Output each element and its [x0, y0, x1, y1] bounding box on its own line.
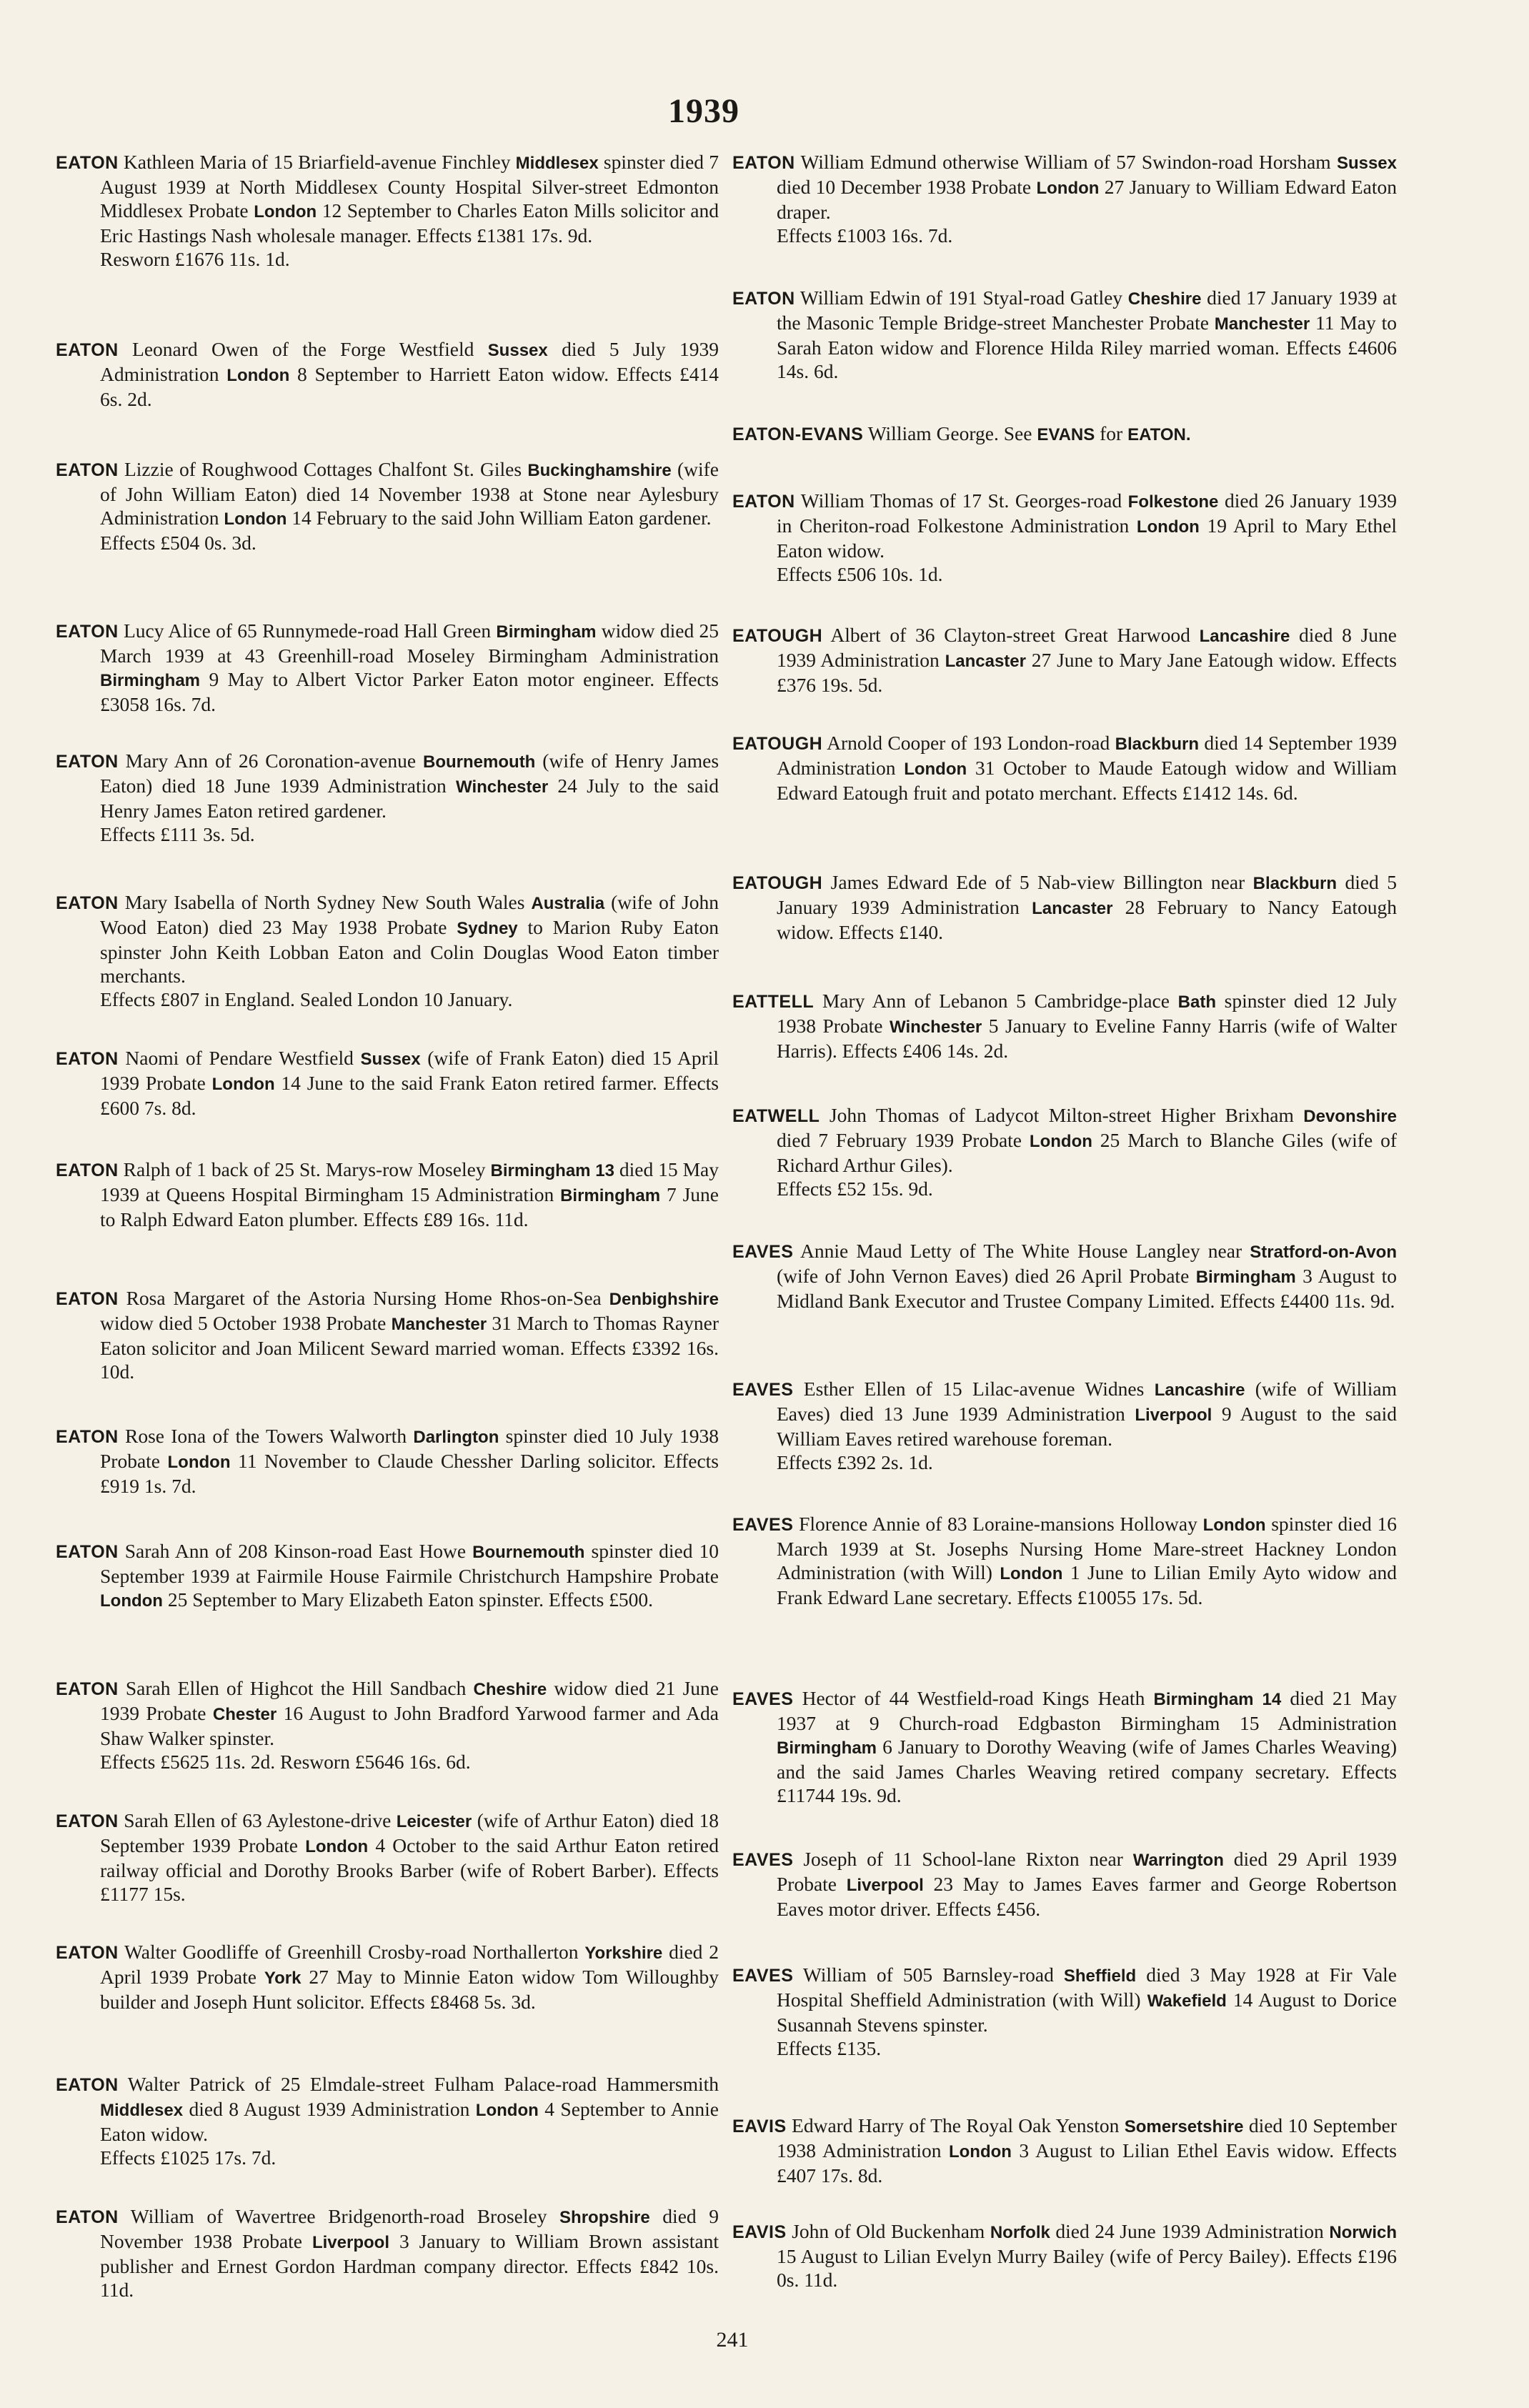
entry-surname: EAVES — [732, 1515, 794, 1535]
entry-text: 23 May to James Eaves farmer and George Robertson Eaves motor driver. Effects £456. — [777, 1873, 1397, 1920]
calendar-entry — [732, 870, 1397, 944]
entry-text: 11 May to Sarah Eaton widow and Florence Hilda Riley married woman. Effects £4606 14s. 6d. — [777, 312, 1398, 382]
entry-text: Edward Harry of The Royal Oak Yenston — [792, 2114, 1125, 2136]
entry-text: Rose Iona of the Towers Walworth — [124, 1425, 414, 1447]
entry-text: 19 April to Mary Ethel Eaton widow. — [777, 514, 1397, 562]
entry-text: William Edmund otherwise William of 57 Swindon-road Horsham — [800, 151, 1337, 173]
calendar-entry — [732, 989, 1397, 1063]
calendar-entry — [56, 457, 719, 554]
entry-effects: Effects £52 15s. 9d. — [777, 1178, 933, 1200]
entry-text: spinster died 10 September 1939 at Fairmile House Fairmile Christchurch Hampshire Probate — [100, 1540, 719, 1587]
entry-surname: EAVES — [732, 1380, 794, 1400]
entry-text: (wife of William Eaves) died 13 June 1939 Administration — [777, 1378, 1398, 1425]
entry-place: Denbighshire — [609, 1290, 719, 1309]
entry-text: William Edwin of 191 Styal-road Gatley — [800, 287, 1128, 309]
calendar-entry — [732, 1103, 1397, 1200]
entry-effects: Effects £1025 17s. 7d. — [100, 2146, 277, 2169]
entry-text: spinster died 16 March 1939 at St. Josephs Nursing Home Mare-street Hackney London Administration (with Will) — [777, 1513, 1397, 1583]
calendar-entry — [56, 890, 719, 1011]
entry-surname: EAVES — [732, 1966, 794, 1986]
entry-text: for — [1095, 422, 1128, 444]
entry-effects: Effects £506 10s. 1d. — [777, 563, 943, 585]
entry-text: 7 June to Ralph Edward Eaton plumber. Effects £89 16s. 11d. — [100, 1183, 719, 1230]
entry-text: 25 September to Mary Elizabeth Eaton spinster. Effects £500. — [162, 1588, 654, 1611]
entry-effects: Effects £111 3s. 5d. — [100, 823, 255, 845]
entry-text: died 24 June 1939 Administration — [1050, 2220, 1330, 2242]
entry-place: Liverpool — [312, 2233, 389, 2252]
entry-surname: EATOUGH — [732, 734, 823, 754]
entry-surname: EAVES — [732, 1242, 794, 1262]
entry-place: London — [1036, 179, 1100, 198]
entry-text: died 5 July 1939 Administration — [100, 338, 719, 385]
entry-place: Bath — [1177, 992, 1216, 1012]
entry-surname: EATON-EVANS — [732, 424, 864, 444]
entry-surname: EATON — [56, 1811, 119, 1831]
entry-place: Folkestone — [1127, 492, 1219, 512]
entry-text: 24 July to the said Henry James Eaton retired gardener. — [100, 775, 719, 822]
entry-surname: EATON — [732, 492, 795, 512]
entry-text: died 5 January 1939 Administration — [777, 871, 1397, 918]
entry-place: Manchester — [1214, 314, 1310, 334]
calendar-entry — [732, 1847, 1397, 1921]
entry-effects: Effects £135. — [777, 2037, 882, 2059]
entry-place: Bournemouth — [472, 1543, 585, 1562]
calendar-entry — [732, 2219, 1397, 2292]
entry-text: Arnold Cooper of 193 London-road — [827, 732, 1115, 754]
entry-surname: EATON — [56, 752, 119, 772]
entry-text: William George. See — [867, 422, 1037, 444]
entry-text: 5 January to Eveline Fanny Harris (wife of Walter Harris). Effects £406 14s. 2d. — [777, 1015, 1397, 1062]
calendar-entry — [732, 1512, 1397, 1609]
entry-text: Sarah Ellen of 63 Aylestone-drive — [124, 1809, 397, 1831]
entry-text: Joseph of 11 School-lane Rixton near — [803, 1848, 1133, 1870]
entry-text: 16 August to John Bradford Yarwood farmer and Ada Shaw Walker spinster. — [100, 1702, 719, 1749]
entry-text: Walter Goodliffe of Greenhill Crosby-road Northallerton — [124, 1941, 585, 1963]
entry-surname: EATON — [56, 1679, 119, 1699]
entry-place: Buckinghamshire — [527, 461, 672, 480]
entry-place: Shropshire — [559, 2208, 650, 2227]
calendar-entry — [732, 1239, 1397, 1313]
entry-text: widow died 25 March 1939 at 43 Greenhill-road Moseley Birmingham Administration — [100, 620, 719, 667]
entry-text: 3 August to Lilian Ethel Eavis widow. Effects £407 17s. 8d. — [777, 2139, 1398, 2186]
entry-place: London — [211, 1075, 275, 1094]
entry-surname: EAVES — [732, 1850, 794, 1870]
entry-place: London — [167, 1453, 231, 1472]
entry-text: (wife of Arthur Eaton) died 18 September 1939 Probate — [100, 1809, 719, 1856]
calendar-entry — [56, 1158, 719, 1231]
entry-effects: Resworn £1676 11s. 1d. — [100, 248, 290, 270]
calendar-entry — [732, 1963, 1397, 2060]
entry-text: died 17 January 1939 at the Masonic Temple Bridge-street Manchester Probate — [777, 287, 1397, 334]
entry-place: Stratford-on-Avon — [1250, 1243, 1397, 1262]
entry-place: Warrington — [1132, 1851, 1224, 1870]
entry-surname: EATON — [56, 2207, 119, 2227]
entry-surname: EATON — [56, 1160, 119, 1180]
entry-text: William Thomas of 17 St. Georges-road — [800, 489, 1128, 512]
entry-surname: EATON — [732, 289, 795, 309]
calendar-entry — [56, 1940, 719, 2014]
entry-surname: EATON — [56, 153, 119, 173]
entry-text: widow died 5 October 1938 Probate — [100, 1312, 392, 1334]
entry-text: Kathleen Maria of 15 Briarfield-avenue Finchley — [123, 151, 516, 173]
entry-effects: Effects £807 in England. Sealed London 10 January. — [100, 988, 513, 1010]
entry-surname: EATON — [56, 1542, 119, 1562]
calendar-entry — [56, 1046, 719, 1120]
entry-text: Naomi of Pendare Westfield — [125, 1047, 361, 1069]
entry-text: John of Old Buckenham — [792, 2220, 990, 2242]
entry-place: London — [226, 366, 290, 385]
entry-place: Birmingham 13 — [490, 1161, 614, 1180]
entry-text: Leonard Owen of the Forge Westfield — [132, 338, 488, 360]
entry-surname: EAVIS — [732, 2116, 787, 2136]
entry-place: Birmingham — [1195, 1268, 1296, 1287]
entry-text: 9 May to Albert Victor Parker Eaton motor engineer. Effects £3058 16s. 7d. — [100, 668, 719, 715]
page-number: 241 — [716, 2328, 749, 2352]
entry-place: Norfolk — [990, 2223, 1050, 2242]
entry-text: 3 August to Midland Bank Executor and Trustee Company Limited. Effects £4400 11s. 9d. — [777, 1265, 1398, 1312]
entry-text: James Edward Ede of 5 Nab-view Billington near — [830, 871, 1253, 893]
entry-text: Mary Isabella of North Sydney New South Wales — [124, 891, 532, 913]
entry-place: Birmingham 14 — [1153, 1690, 1282, 1709]
entry-place: Lancaster — [945, 652, 1026, 671]
entry-text: spinster died 10 July 1938 Probate — [100, 1425, 719, 1472]
entry-text: to Marion Ruby Eaton spinster John Keith Lobban Eaton and Colin Douglas Wood Eaton timber merchants. — [100, 916, 719, 987]
entry-text: Ralph of 1 back of 25 St. Marys-row Moseley — [123, 1158, 491, 1180]
entry-text: Annie Maud Letty of The White House Langley near — [800, 1240, 1250, 1262]
entry-text: Rosa Margaret of the Astoria Nursing Home Rhos-on-Sea — [126, 1287, 609, 1309]
calendar-entry — [732, 1377, 1397, 1474]
entry-effects: Effects £1003 16s. 7d. — [777, 224, 953, 247]
entry-surname: EATON — [56, 460, 119, 480]
entry-text: 28 February to Nancy Eatough widow. Effects £140. — [777, 896, 1397, 943]
entry-text: John Thomas of Ladycot Milton-street Higher Brixham — [829, 1104, 1304, 1126]
entry-place: Birmingham — [560, 1186, 661, 1205]
entry-text: 31 October to Maude Eatough widow and William Edward Eatough fruit and potato merchant. Effects £1412 14s. 6d. — [777, 757, 1397, 804]
entry-place: London — [1202, 1516, 1266, 1535]
entry-text: died 2 April 1939 Probate — [100, 1941, 719, 1988]
entry-text: (wife of Henry James Eaton) died 18 June 1939 Administration — [100, 750, 719, 797]
entry-place: Leicester — [396, 1812, 472, 1831]
entry-surname: EATTELL — [732, 992, 815, 1012]
entry-place: Manchester — [391, 1315, 487, 1334]
entry-text: 14 February to the said John William Eaton gardener. — [287, 507, 712, 529]
calendar-entry — [56, 619, 719, 716]
entry-place: Lancaster — [1032, 899, 1113, 918]
entry-text: 4 September to Annie Eaton widow. — [100, 2098, 719, 2145]
entry-surname: EATON — [56, 1049, 119, 1069]
entry-text: (wife of John Vernon Eaves) died 26 April Probate — [777, 1265, 1196, 1287]
entry-place: Chester — [212, 1705, 277, 1724]
entry-text: 12 September to Charles Eaton Mills solicitor and Eric Hastings Nash wholesale manager. Effects £1381 17s. 9d. — [100, 199, 719, 247]
entry-text: died 10 December 1938 Probate — [777, 176, 1037, 198]
entry-place: Norwich — [1329, 2223, 1397, 2242]
entry-text: Esther Ellen of 15 Lilac-avenue Widnes — [803, 1378, 1155, 1400]
entry-text: 27 June to Mary Jane Eatough widow. Effects £376 19s. 5d. — [777, 649, 1398, 696]
entry-surname: EAVIS — [732, 2222, 787, 2242]
entry-place: London — [254, 202, 317, 222]
calendar-entry — [56, 1676, 719, 1773]
entry-text: 4 October to the said Arthur Eaton retired railway official and Dorothy Brooks Barber (wife of Robert Barber). Effects £1177 15s. — [100, 1834, 719, 1905]
entry-text: spinster died 12 July 1938 Probate — [777, 990, 1397, 1037]
entry-place: Bournemouth — [423, 752, 536, 772]
entry-text: (wife of John William Eaton) died 14 November 1938 at Stone near Aylesbury Administration — [100, 458, 719, 529]
entry-place: Middlesex — [515, 154, 599, 173]
entry-place: Wakefield — [1147, 1991, 1227, 2011]
entry-place: Lancashire — [1199, 627, 1290, 646]
calendar-entry — [56, 1286, 719, 1383]
entry-text: 31 March to Thomas Rayner Eaton solicitor and Joan Milicent Seward married woman. Effects £3392 16s. 10d. — [100, 1312, 719, 1383]
calendar-entry — [732, 150, 1397, 247]
entry-text: died 26 January 1939 in Cheriton-road Folkestone Administration — [777, 489, 1398, 537]
entry-text: 3 January to William Brown assistant publisher and Ernest Gordon Hardman company director. Effects £842 10s. 11d. — [100, 2230, 719, 2301]
entry-place: EVANS — [1037, 425, 1095, 444]
entry-text: died 9 November 1938 Probate — [100, 2205, 719, 2252]
calendar-entry — [56, 1809, 719, 1906]
entry-text: died 14 September 1939 Administration — [777, 732, 1398, 779]
entry-text: 15 August to Lilian Evelyn Murry Bailey (wife of Percy Bailey). Effects £196 0s. 11d. — [777, 2245, 1397, 2291]
entry-place: London — [904, 760, 967, 779]
entry-text: (wife of John Wood Eaton) died 23 May 1938 Probate — [100, 891, 719, 938]
entry-text: died 15 May 1939 at Queens Hospital Birmingham 15 Administration — [100, 1158, 719, 1205]
entry-place: Middlesex — [100, 2101, 184, 2120]
entry-text: William of Wavertree Bridgenorth-road Broseley — [130, 2205, 560, 2227]
entry-surname: EATON — [56, 622, 119, 642]
entry-text: spinster died 7 August 1939 at North Middlesex County Hospital Silver-street Edmonton Middlesex Probate — [100, 151, 719, 222]
entry-text: Mary Ann of 26 Coronation-avenue — [125, 750, 424, 772]
entry-text: died 7 February 1939 Probate — [777, 1129, 1030, 1151]
entry-surname: EATOUGH — [732, 873, 823, 893]
entry-surname: EATOUGH — [732, 626, 823, 646]
entry-place: London — [224, 509, 287, 529]
entry-text: died 3 May 1928 at Fir Vale Hospital Sheffield Administration (with Will) — [777, 1964, 1397, 2011]
entry-surname: EATON — [56, 893, 119, 913]
entry-text: Sarah Ann of 208 Kinson-road East Howe — [124, 1540, 473, 1562]
entry-place: York — [264, 1969, 302, 1988]
entry-place: Sydney — [457, 919, 518, 938]
entry-text: widow died 21 June 1939 Probate — [100, 1677, 719, 1724]
entry-surname: EATON — [732, 153, 795, 173]
entry-text: 8 September to Harriett Eaton widow. Effects £414 6s. 2d. — [100, 363, 719, 410]
entry-text: 14 August to Dorice Susannah Stevens spinster. — [777, 1989, 1397, 2036]
page-year-heading: 1939 — [668, 92, 739, 130]
calendar-entry — [732, 2114, 1397, 2187]
entry-place: Blackburn — [1115, 735, 1199, 754]
entry-text: 14 June to the said Frank Eaton retired farmer. Effects £600 7s. 8d. — [100, 1072, 719, 1119]
entry-text: died 8 June 1939 Administration — [777, 624, 1397, 671]
entry-place: London — [100, 1591, 163, 1611]
entry-text: Lucy Alice of 65 Runnymede-road Hall Green — [124, 620, 497, 642]
entry-text: Sarah Ellen of Highcot the Hill Sandbach — [125, 1677, 474, 1699]
entry-place: London — [1136, 517, 1200, 537]
entry-place: Yorkshire — [584, 1944, 663, 1963]
calendar-entry — [732, 1686, 1397, 1807]
entry-place: Birmingham — [496, 622, 597, 642]
calendar-entry — [732, 286, 1397, 383]
calendar-entry — [56, 150, 719, 271]
entry-text: Walter Patrick of 25 Elmdale-street Fulham Palace-road Hammersmith — [127, 2073, 719, 2095]
entry-surname: EAVES — [732, 1689, 794, 1709]
entry-place: Devonshire — [1303, 1107, 1397, 1126]
entry-text: died 10 September 1938 Administration — [777, 2114, 1397, 2161]
entry-surname: EATWELL — [732, 1106, 820, 1126]
entry-place: Birmingham — [100, 671, 201, 690]
entry-text: 1 June to Lilian Emily Ayto widow and Frank Edward Lane secretary. Effects £10055 17s. 5d. — [777, 1561, 1397, 1608]
calendar-entry — [732, 422, 1397, 447]
entry-text: Hector of 44 Westfield-road Kings Heath — [802, 1687, 1154, 1709]
entry-surname: EATON — [56, 340, 119, 360]
calendar-entry — [56, 749, 719, 846]
calendar-entry — [56, 1539, 719, 1613]
calendar-entry — [56, 337, 719, 411]
entry-place: Liverpool — [846, 1876, 924, 1895]
calendar-entry — [732, 731, 1397, 805]
entry-place: Lancashire — [1154, 1380, 1245, 1400]
entry-place: Cheshire — [1127, 289, 1202, 309]
entry-text: 9 August to the said William Eaves retired warehouse foreman. — [777, 1403, 1397, 1450]
entry-text: Albert of 36 Clayton-street Great Harwood — [830, 624, 1200, 646]
calendar-entry — [56, 2072, 719, 2169]
entry-place: Sheffield — [1063, 1966, 1137, 1986]
entry-place: Sussex — [360, 1050, 421, 1069]
entry-text: Mary Ann of Lebanon 5 Cambridge-place — [822, 990, 1178, 1012]
entry-surname: EATON — [56, 2075, 119, 2095]
entry-surname: EATON — [56, 1427, 119, 1447]
entry-place: Somersetshire — [1124, 2117, 1244, 2136]
entry-place: Sussex — [487, 341, 548, 360]
entry-text: Lizzie of Roughwood Cottages Chalfont St. Giles — [124, 458, 528, 480]
entry-text: died 21 May 1937 at 9 Church-road Edgbaston Birmingham 15 Administration — [777, 1687, 1397, 1734]
entry-surname: EATON — [56, 1289, 119, 1309]
entry-place: Birmingham — [777, 1738, 877, 1758]
entry-place: Blackburn — [1252, 874, 1338, 893]
entry-place: London — [475, 2101, 539, 2120]
entry-text: 27 January to William Edward Eaton draper. — [777, 176, 1397, 223]
entry-text: Florence Annie of 83 Loraine-mansions Holloway — [799, 1513, 1203, 1535]
entry-effects: Effects £392 2s. 1d. — [777, 1451, 933, 1473]
calendar-entry — [56, 1424, 719, 1498]
entry-text: 27 May to Minnie Eaton widow Tom Willoughby builder and Joseph Hunt solicitor. Effects £8468 5s. 3d. — [100, 1966, 719, 2013]
entry-place: Darlington — [413, 1428, 499, 1447]
entry-text: (wife of Frank Eaton) died 15 April 1939 Probate — [100, 1047, 719, 1094]
entry-text: died 29 April 1939 Probate — [777, 1848, 1397, 1895]
entry-place: London — [948, 2142, 1012, 2161]
entry-surname: EATON — [56, 1943, 119, 1963]
entry-place: London — [1029, 1132, 1092, 1151]
entry-effects: Effects £5625 11s. 2d. Resworn £5646 16s. 6d. — [100, 1751, 471, 1773]
entry-place: London — [1000, 1564, 1063, 1583]
entry-place: Australia — [531, 894, 605, 913]
entry-place: London — [305, 1837, 369, 1856]
calendar-entry — [56, 2204, 719, 2302]
entry-place: Cheshire — [473, 1680, 547, 1699]
entry-place: Liverpool — [1135, 1406, 1212, 1425]
entry-place: Winchester — [456, 777, 549, 797]
entry-place: Sussex — [1336, 154, 1397, 173]
entry-text: died 8 August 1939 Administration — [183, 2098, 476, 2120]
entry-effects: Effects £504 0s. 3d. — [100, 532, 257, 554]
calendar-entry — [732, 489, 1397, 586]
entry-text: 25 March to Blanche Giles (wife of Richard Arthur Giles). — [777, 1129, 1397, 1176]
entry-place: EATON. — [1127, 425, 1191, 444]
entry-text: 6 January to Dorothy Weaving (wife of James Charles Weaving) and the said James Charles Weaving retired company secretary. Effects £11744 19s. 9d. — [777, 1736, 1397, 1806]
entry-text: William of 505 Barnsley-road — [802, 1964, 1064, 1986]
entry-place: Winchester — [890, 1018, 982, 1037]
calendar-entry — [732, 623, 1397, 697]
entry-text: 11 November to Claude Chessher Darling solicitor. Effects £919 1s. 7d. — [100, 1450, 719, 1497]
